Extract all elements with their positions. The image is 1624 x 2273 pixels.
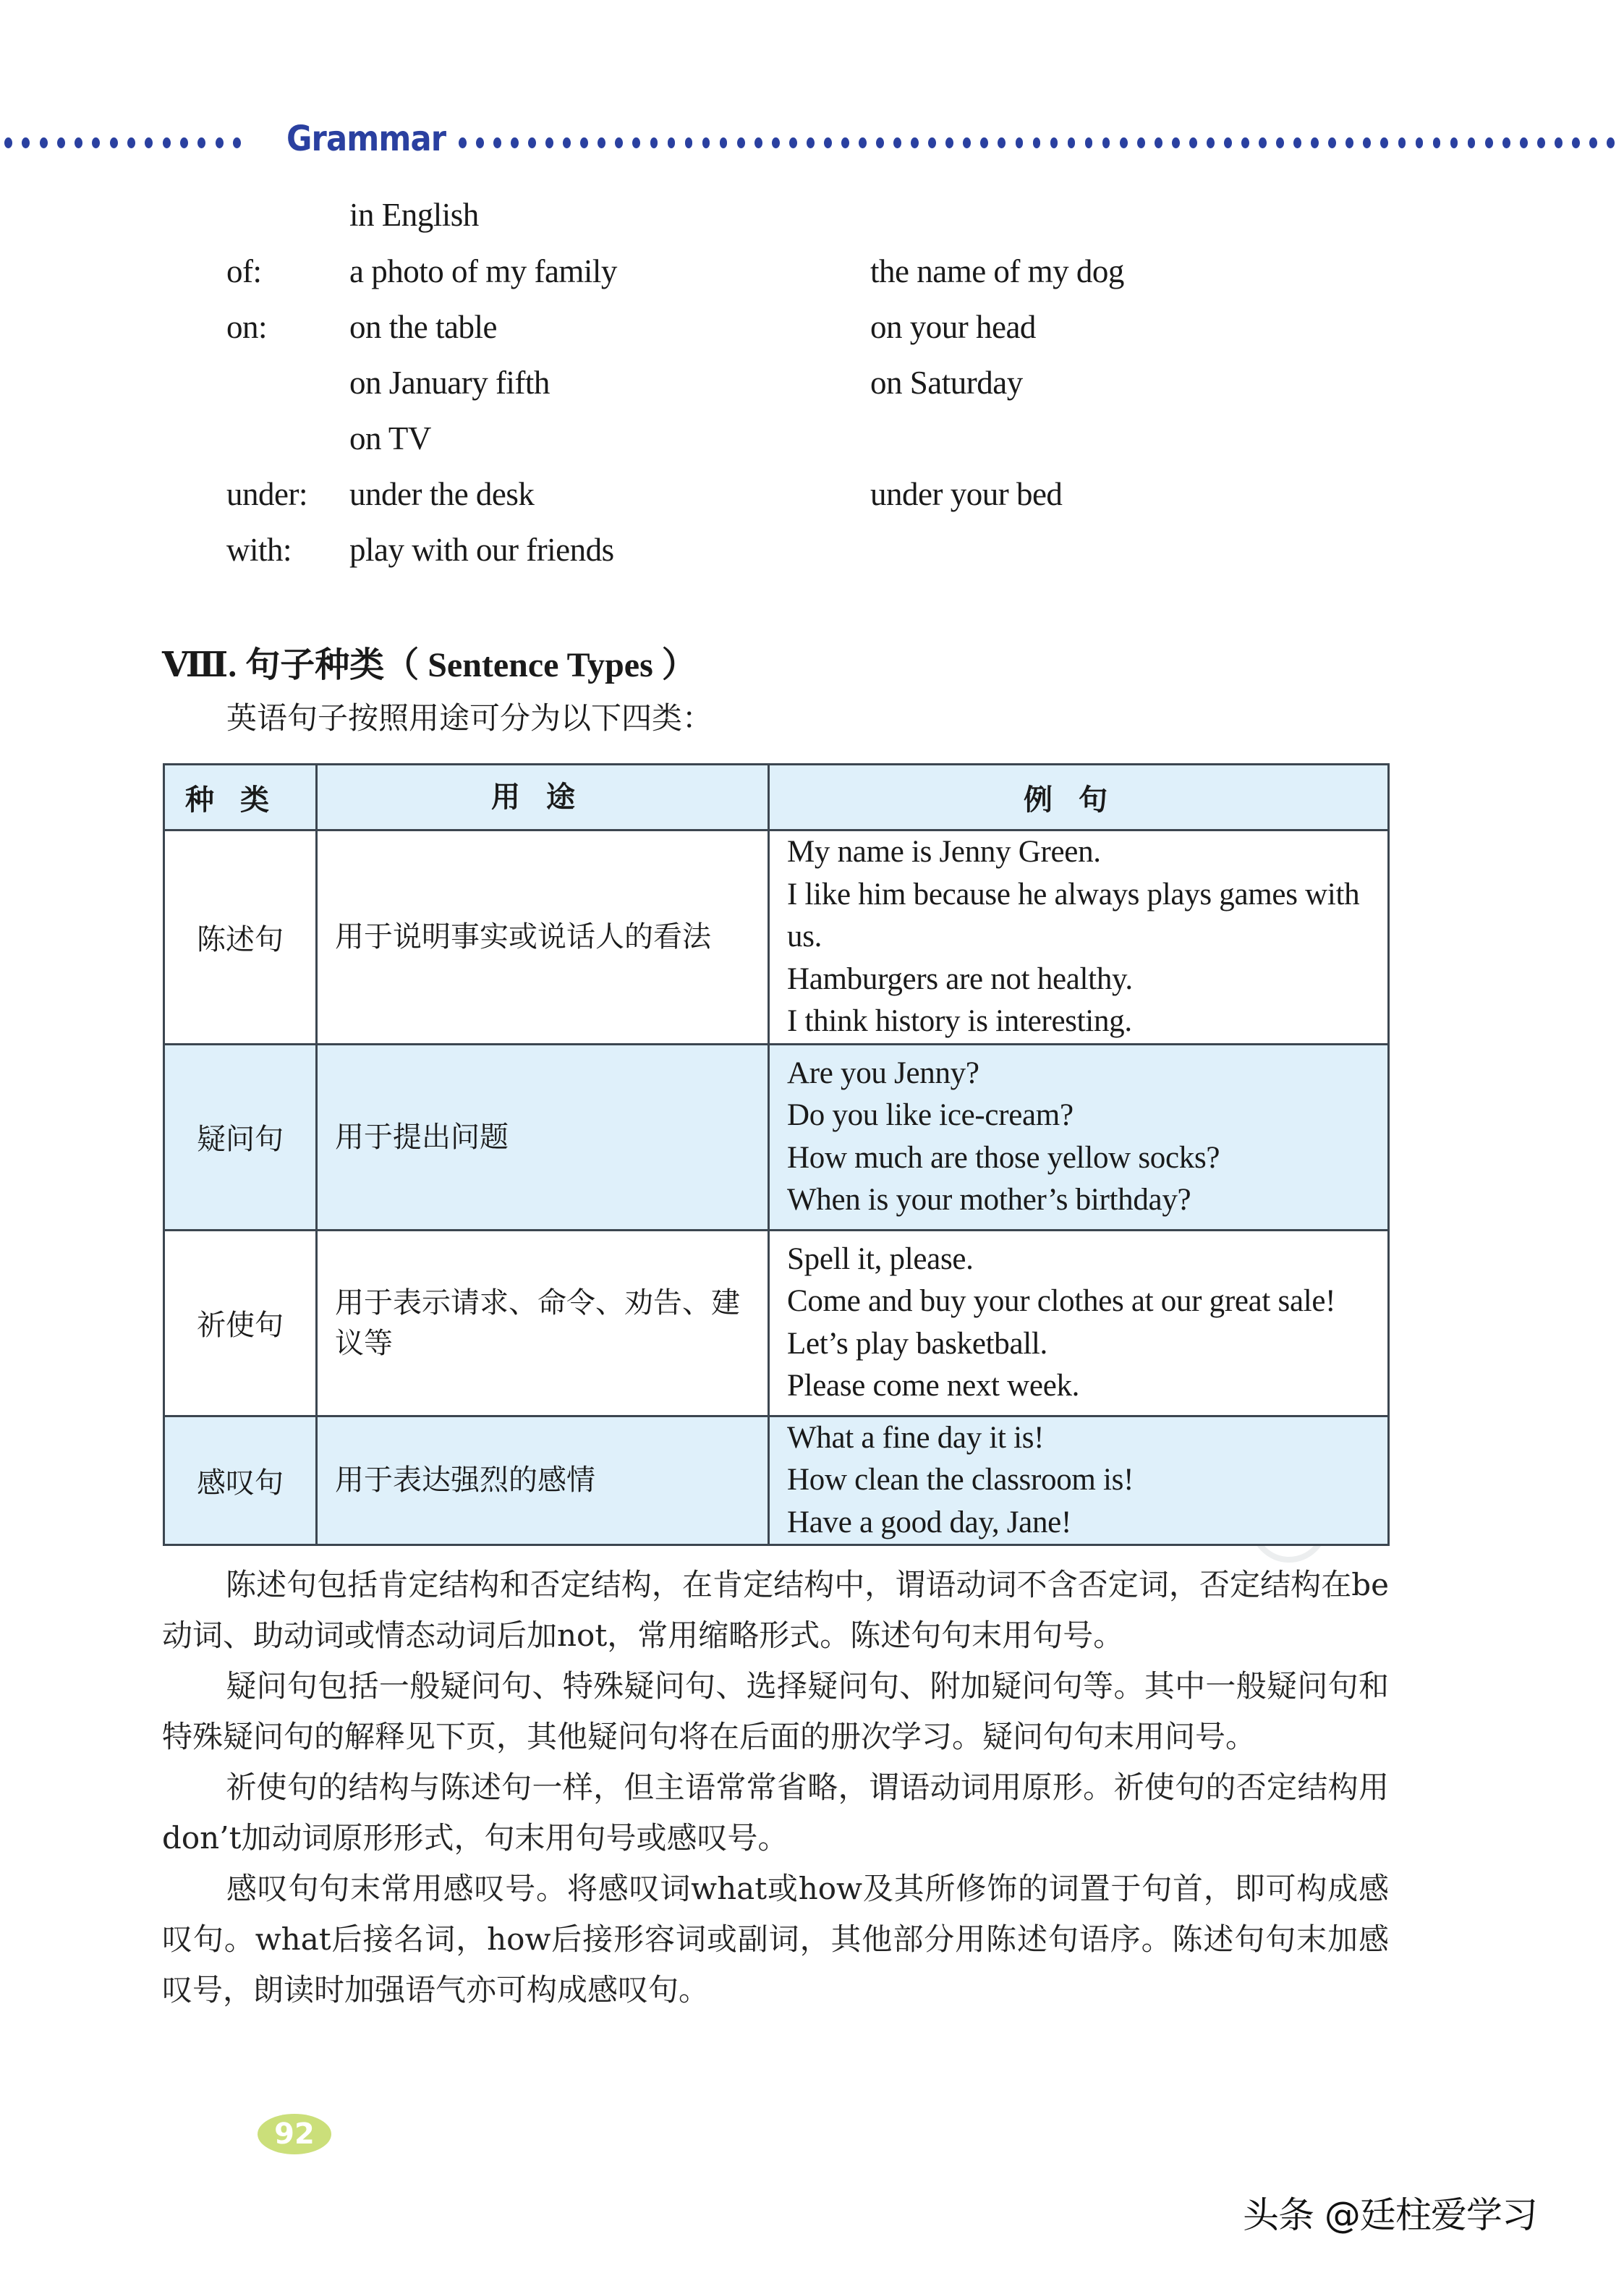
prep-example: on the table [349, 309, 497, 345]
header-dots-right [459, 135, 1624, 150]
example-sentence: Are you Jenny? [787, 1055, 979, 1090]
example-sentence: When is your mother’s birthday? [787, 1183, 1191, 1217]
cell-type: 感叹句 [164, 1416, 317, 1545]
cell-type: 疑问句 [164, 1044, 317, 1230]
section-heading: Ⅷ. 句子种类（ Sentence Types ） [162, 646, 697, 684]
cell-examples [769, 1230, 1389, 1416]
prep-example: a photo of my family [349, 253, 617, 289]
cell-type: 祈使句 [164, 1230, 317, 1416]
cell-use: 用于表示请求、命令、劝告、建议等 [317, 1230, 769, 1416]
example-sentence: How much are those yellow socks? [787, 1140, 1220, 1175]
example-sentence: Have a good day, Jane! [787, 1505, 1071, 1539]
example-sentence: Let’s play basketball. [787, 1326, 1047, 1361]
table-row [164, 830, 1389, 1045]
paragraph-declarative [162, 1560, 1389, 1661]
prep-label: with: [226, 532, 292, 568]
paragraph-text: 祈使句的结构与陈述句一样，但主语常常省略，谓语动词用原形。祈使句的否定结构用don’t加动词原形形式，句末用句号或感叹号。 [162, 1769, 1389, 1856]
cell-use: 用于说明事实或说话人的看法 [317, 830, 769, 1045]
paragraph-interrogative [162, 1661, 1389, 1762]
cell-type: 陈述句 [164, 830, 317, 1045]
prep-example: on TV [349, 420, 431, 456]
cell-use: 用于提出问题 [317, 1044, 769, 1230]
prep-example: on Saturday [870, 365, 1023, 401]
table-row [164, 1230, 1389, 1416]
prep-example: under your bed [870, 476, 1063, 512]
page-number-badge: 92 [258, 2114, 331, 2154]
cell-examples [769, 1416, 1389, 1545]
example-sentence: How clean the classroom is! [787, 1463, 1134, 1497]
section-label-grammar: Grammar [286, 119, 446, 159]
prep-example: under the desk [349, 476, 535, 512]
prep-example: the name of my dog [870, 253, 1124, 289]
cell-use: 用于表达强烈的感情 [317, 1416, 769, 1545]
column-header-examples: 例句 [769, 765, 1389, 830]
table-row [164, 1044, 1389, 1230]
prep-label: of: [226, 253, 262, 289]
prep-example: on your head [870, 309, 1036, 345]
prep-example: play with our friends [349, 532, 614, 568]
cell-examples [769, 830, 1389, 1045]
example-sentence: Come and buy your clothes at our great sale! [787, 1284, 1336, 1318]
example-sentence: Spell it, please. [787, 1241, 974, 1276]
table-row [164, 1416, 1389, 1545]
prep-example: on January fifth [349, 365, 550, 401]
paragraph-text: 感叹句句末常用感叹号。将感叹词what或how及其所修饰的词置于句首，即可构成感叹句。what后接名词，how后接形容词或副词，其他部分用陈述句语序。陈述句句末加感叹号，朗读时加强语气亦可构成感叹句。 [162, 1871, 1389, 2008]
column-header-use: 用途 [317, 765, 769, 830]
example-sentence: What a fine day it is! [787, 1420, 1045, 1455]
example-sentence: I think history is interesting. [787, 1004, 1132, 1038]
example-sentence: I like him because he always plays games with us. [787, 877, 1360, 953]
table-header-row [164, 765, 1389, 830]
paragraph-text: 陈述句包括肯定结构和否定结构，在肯定结构中，谓语动词不含否定词，否定结构在be动词、助动词或情态动词后加not，常用缩略形式。陈述句句末用句号。 [162, 1567, 1389, 1653]
example-sentence: My name is Jenny Green. [787, 835, 1101, 869]
section-intro: 英语句子按照用途可分为以下四类： [226, 700, 713, 736]
paragraph-text: 疑问句包括一般疑问句、特殊疑问句、选择疑问句、附加疑问句等。其中一般疑问句和特殊疑问句的解释见下页，其他疑问句将在后面的册次学习。疑问句句末用问号。 [162, 1668, 1389, 1754]
source-watermark: 头条 @廷柱爱学习 [1243, 2194, 1537, 2236]
prep-label: on: [226, 309, 268, 345]
example-sentence: Please come next week. [787, 1369, 1080, 1403]
paragraph-exclamatory [162, 1864, 1389, 2015]
header-dots-left [4, 135, 273, 150]
example-sentence: Hamburgers are not healthy. [787, 961, 1133, 996]
cell-examples [769, 1044, 1389, 1230]
prep-example: in English [349, 197, 479, 233]
example-sentence: Do you like ice-cream? [787, 1098, 1074, 1132]
prep-label: under: [226, 476, 307, 512]
paragraph-imperative [162, 1762, 1389, 1864]
sentence-types-table [163, 763, 1390, 1546]
column-header-type: 种类 [164, 765, 317, 830]
